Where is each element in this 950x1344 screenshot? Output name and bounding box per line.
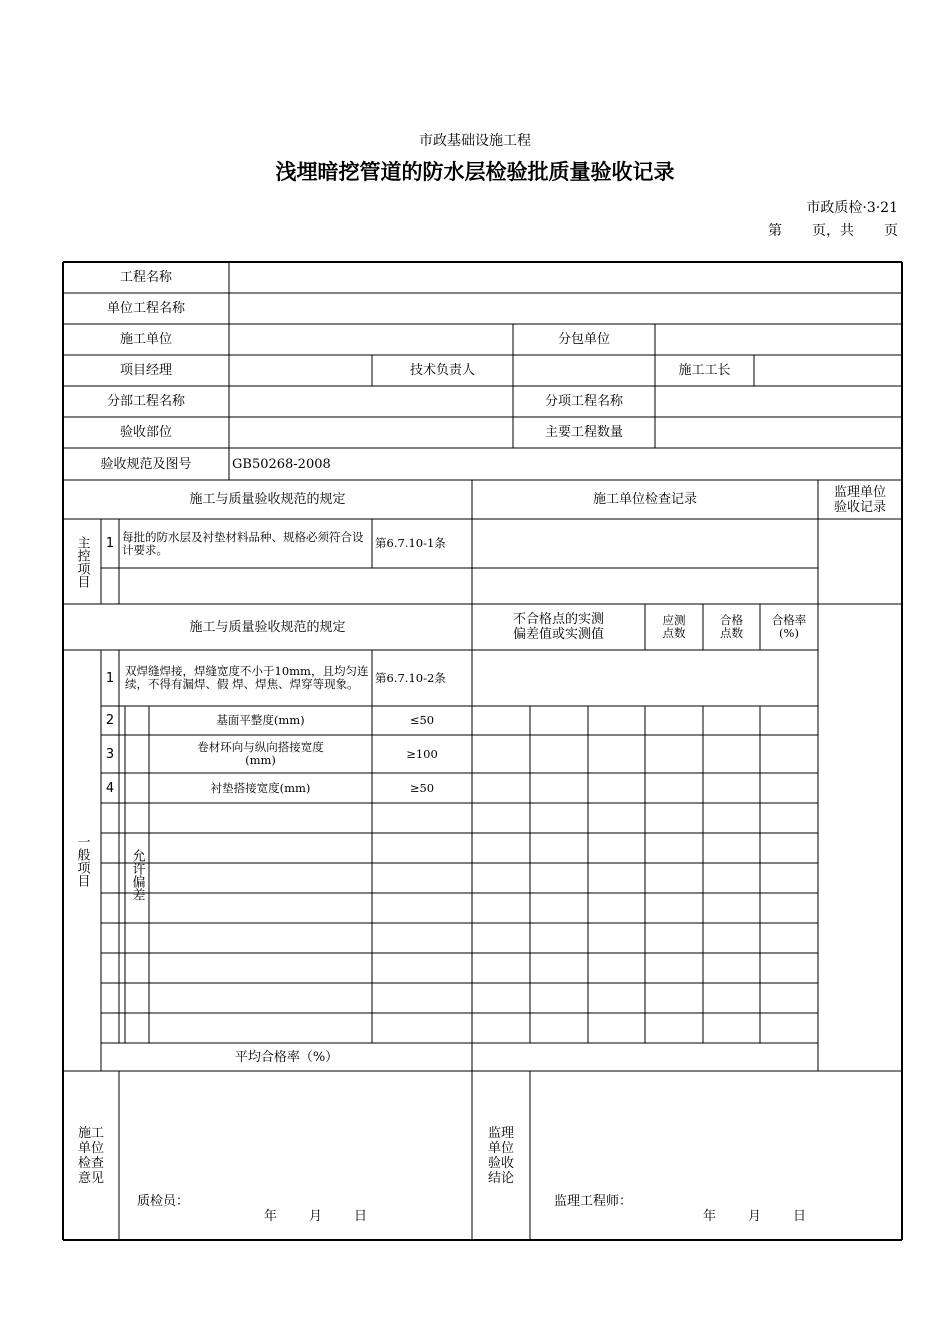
unit-project-label: 单位工程名称 (106, 301, 185, 316)
supervisor-engineer-label: 监理工程师： (554, 1193, 633, 1209)
page-ye-gong: 页，共 (812, 223, 854, 239)
supervisor-date-month: 月 (748, 1208, 762, 1224)
supervisor-conclusion-text: 监理单位验收结论 (487, 1125, 514, 1186)
check-record-header: 施工单位检查记录 (592, 492, 697, 507)
contractor-value[interactable] (229, 324, 513, 355)
nonconform-header (472, 604, 645, 650)
pass-rate-header-line2: (%) (779, 626, 799, 640)
general-item2-value: ≤50 (409, 713, 435, 727)
main-quantity-value[interactable] (655, 417, 902, 448)
item-project-label: 分项工程名称 (544, 394, 623, 409)
supervisor-date-day: 日 (793, 1208, 807, 1224)
form-subtitle: 市政基础设施工程 (419, 133, 531, 149)
tolerance-text: 允许偏差 (129, 848, 145, 901)
supervisor-header-line1: 监理单位 (833, 484, 886, 500)
general-item3-no: 3 (105, 746, 115, 762)
main-group-text: 主控项目 (74, 535, 90, 588)
location-value[interactable] (229, 417, 513, 448)
pass-points-header (703, 604, 760, 650)
nonconform-header-line1: 不合格点的实测 (512, 612, 604, 627)
supervisor-header-line2: 验收记录 (833, 499, 886, 515)
points-header-line1: 应测 (662, 613, 686, 627)
location-label: 验收部位 (119, 425, 172, 440)
sub-project-value[interactable] (229, 386, 513, 417)
form-code: 市政质检·3·21 (806, 200, 898, 216)
general-item4-value: ≥50 (409, 780, 435, 795)
general-item4-no: 4 (105, 780, 115, 796)
standard-label: 验收规范及图号 (100, 456, 192, 472)
general-item3-value: ≥100 (406, 746, 438, 761)
main-item1-text: 每批的防水层及衬垫材料品种、规格必须符合设计要求。 (122, 529, 364, 557)
general-item3-text-line1: 卷材环向与纵向搭接宽度 (197, 740, 324, 754)
supervisor-date-year: 年 (703, 1208, 717, 1224)
general-item3-text-line2: (mm) (245, 753, 276, 767)
contractor-opinion-text: 施工单位检查意见 (77, 1125, 104, 1186)
contractor-date-year: 年 (264, 1208, 278, 1224)
pm-label: 项目经理 (119, 363, 172, 378)
foreman-label: 施工工长 (678, 363, 731, 378)
subcontractor-label: 分包单位 (557, 332, 610, 347)
tech-lead-value[interactable] (513, 355, 655, 386)
pass-points-header-line1: 合格 (720, 613, 743, 627)
general-item4-text: 衬垫搭接宽度(mm) (210, 780, 311, 795)
main-group-label (63, 519, 101, 604)
main-spec-header: 施工与质量验收规范的规定 (189, 492, 346, 507)
contractor-date (264, 1207, 367, 1225)
general-item1-no: 1 (105, 670, 115, 686)
standard-value: GB50268-2008 (232, 456, 331, 472)
main-item1-check[interactable] (472, 519, 818, 568)
tech-lead-label: 技术负责人 (409, 363, 475, 378)
page-di: 第 (768, 223, 782, 239)
main-quantity-label: 主要工程数量 (544, 425, 623, 440)
unit-project-value[interactable] (229, 293, 902, 324)
page-ye: 页 (884, 223, 898, 239)
project-name-label: 工程名称 (119, 270, 172, 285)
contractor-date-day: 日 (354, 1208, 368, 1224)
contractor-label: 施工单位 (119, 332, 172, 347)
subcontractor-value[interactable] (655, 324, 902, 355)
pass-rate-header-line1: 合格率 (771, 613, 807, 627)
pm-value[interactable] (229, 355, 372, 386)
pass-rate-header (760, 604, 818, 650)
form-title: 浅埋暗挖管道的防水层检验批质量验收记录 (275, 159, 675, 184)
item-project-value[interactable] (655, 386, 902, 417)
sub-project-label: 分部工程名称 (106, 394, 185, 409)
inspector-label: 质检员： (137, 1193, 190, 1209)
general-item1-text: 双焊缝焊接，焊缝宽度不小于10mm，且均匀连续，不得有漏焊、假 焊、焊焦、焊穿等现象。 (125, 664, 369, 691)
page-indicator (768, 220, 898, 240)
main-item1-clause: 第6.7.10-1条 (375, 536, 446, 550)
general-spec-header: 施工与质量验收规范的规定 (189, 619, 346, 635)
avg-pass-rate-label: 平均合格率（%） (234, 1049, 339, 1065)
points-header (645, 604, 703, 650)
foreman-value[interactable] (754, 355, 902, 386)
nonconform-header-line2: 偏差值或实测值 (512, 627, 604, 642)
general-group-text: 一般项目 (74, 834, 90, 887)
general-item1-clause: 第6.7.10-2条 (375, 670, 446, 685)
points-header-line2: 点数 (662, 626, 686, 640)
general-item2-text: 基面平整度(mm) (216, 713, 305, 727)
project-name-value[interactable] (229, 262, 902, 293)
pass-points-header-line2: 点数 (720, 626, 743, 640)
main-item1-no: 1 (105, 536, 115, 551)
avg-pass-rate-value[interactable] (472, 1043, 818, 1071)
contractor-opinion-label (63, 1071, 119, 1240)
general-item2-no: 2 (105, 713, 115, 728)
supervisor-record-header (818, 480, 902, 519)
tolerance-label (125, 706, 149, 1043)
contractor-date-month: 月 (309, 1208, 323, 1224)
general-group-label (63, 650, 101, 1071)
general-item3-text (149, 735, 372, 773)
supervisor-date (703, 1207, 806, 1225)
supervisor-conclusion-label (472, 1071, 530, 1240)
